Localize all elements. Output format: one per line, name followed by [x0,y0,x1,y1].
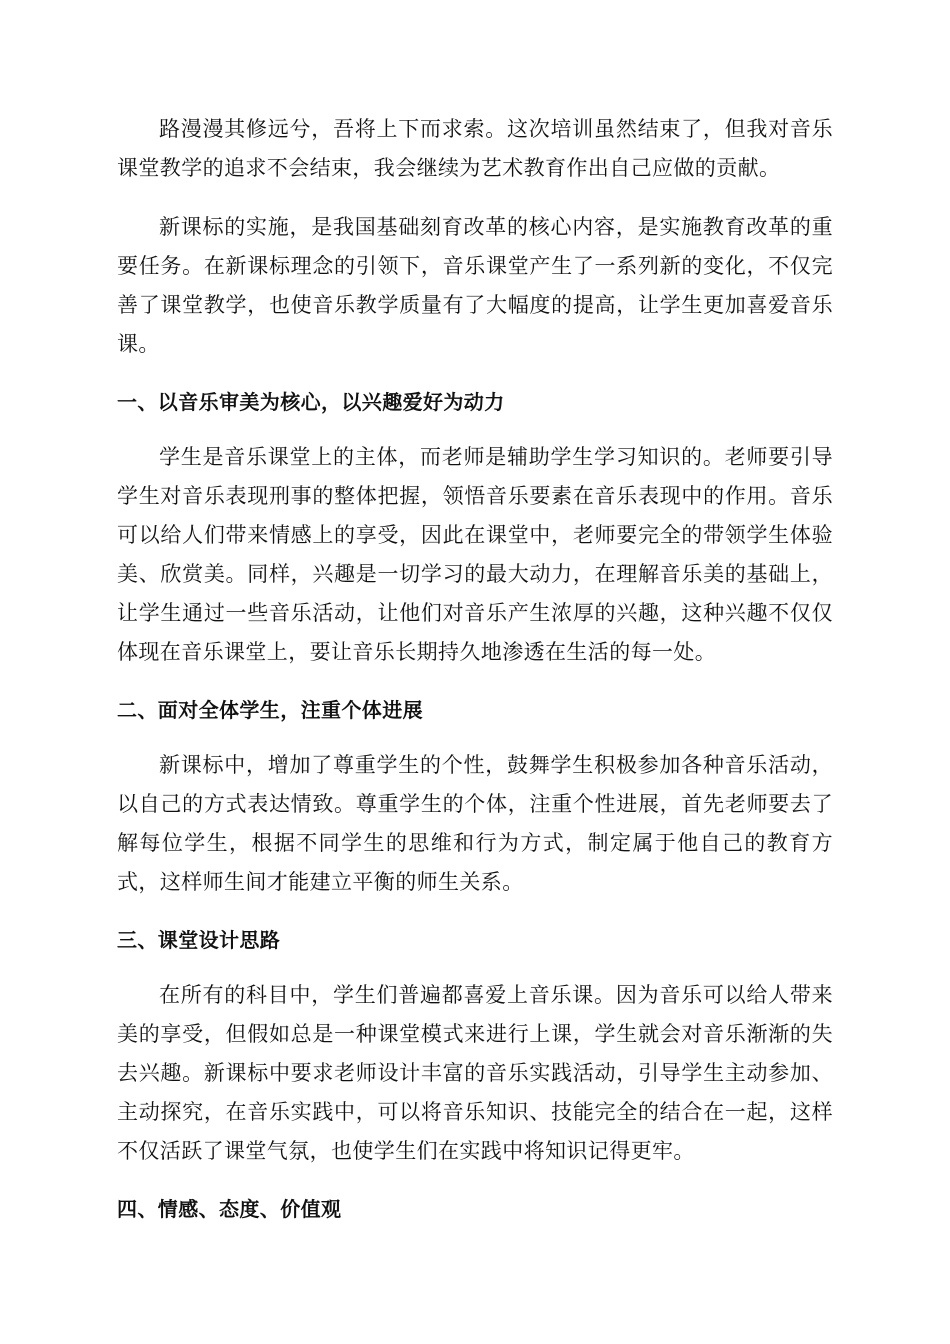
section-heading-4: 四、情感、态度、价值观 [117,1197,342,1221]
section-heading-2: 二、面对全体学生，注重个体进展 [117,698,423,722]
paragraph-new-curriculum-intro: 新课标的实施，是我国基础刻育改革的核心内容，是实施教育改革的重要任务。在新课标理念的引领下，音乐课堂产生了一系列新的变化，不仅完善了课堂教学，也使音乐教学质量有了大幅度的提高，让学生更加喜爱音乐课。 [117,215,833,356]
section-heading-1: 一、以音乐审美为核心，以兴趣爱好为动力 [117,390,505,414]
paragraph-section-3: 在所有的科目中，学生们普遍都喜爱上音乐课。因为音乐可以给人带来美的享受，但假如总是一种课堂模式来进行上课，学生就会对音乐渐渐的失去兴趣。新课标中要求老师设计丰富的音乐实践活动，引导学生主动参加、主动探究，在音乐实践中，可以将音乐知识、技能完全的结合在一起，这样不仅活跃了课堂气氛，也使学生们在实践中将知识记得更牢。 [117,983,833,1163]
section-heading-3: 三、课堂设计思路 [117,928,281,952]
paragraph-closing-remarks: 路漫漫其修远兮，吾将上下而求索。这次培训虽然结束了，但我对音乐课堂教学的追求不会结束，我会继续为艺术教育作出自己应做的贡献。 [117,117,833,180]
paragraph-section-1: 学生是音乐课堂上的主体，而老师是辅助学生学习知识的。老师要引导学生对音乐表现刑事的整体把握，领悟音乐要素在音乐表现中的作用。音乐可以给人们带来情感上的享受，因此在课堂中，老师要完全的带领学生体验美、欣赏美。同样，兴趣是一切学习的最大动力，在理解音乐美的基础上，让学生通过一些音乐活动，让他们对音乐产生浓厚的兴趣，这种兴趣不仅仅体现在音乐课堂上，要让音乐长期持久地渗透在生活的每一处。 [117,445,833,664]
document-page [117,110,833,1245]
paragraph-section-2: 新课标中，增加了尊重学生的个性，鼓舞学生积极参加各种音乐活动，以自己的方式表达情致。尊重学生的个体，注重个性进展，首先老师要去了解每位学生，根据不同学生的思维和行为方式，制定属于他自己的教育方式，这样师生间才能建立平衡的师生关系。 [117,753,833,894]
